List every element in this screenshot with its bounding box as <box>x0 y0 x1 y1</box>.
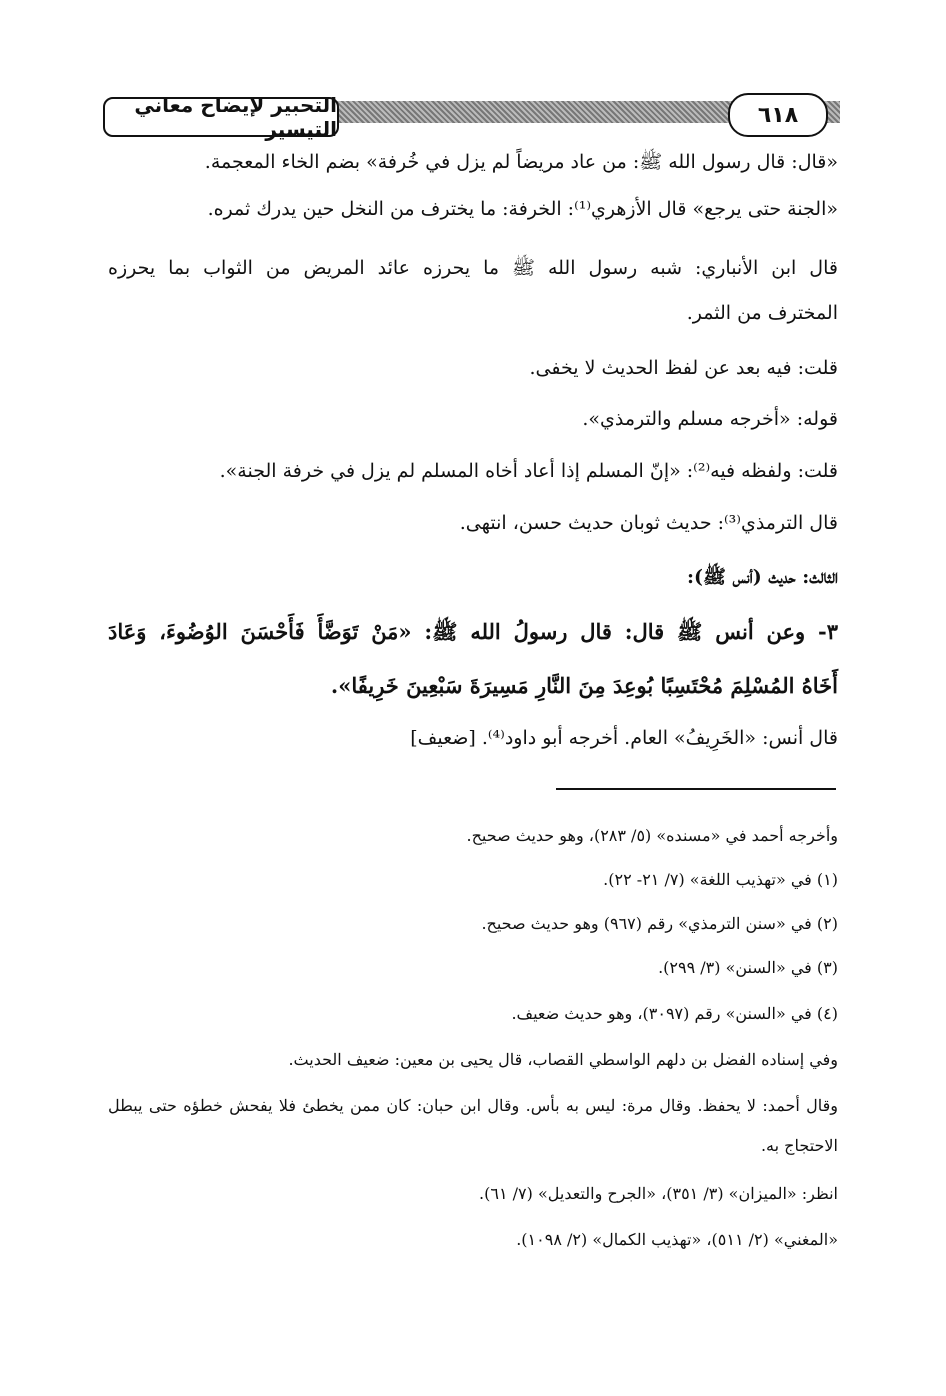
footnote-line: وفي إسناده الفضل بن دلهم الواسطي القصاب، قال يحيى بن معين: ضعيف الحديث. <box>288 1050 838 1069</box>
body-line-6: قوله: «أخرجه مسلم والترمذي». <box>582 408 838 430</box>
footnote-1: (١) في «تهذيب اللغة» (٧/ ٢١- ٢٢). <box>603 870 838 889</box>
body-line-8: قال الترمذي⁽³⁾: حديث ثوبان حديث حسن، انتهى. <box>459 512 838 534</box>
grade-line: قال أنس: «الخَرِيفُ» العام. أخرجه أبو داود⁽⁴⁾. [ضعيف] <box>410 727 838 749</box>
footnote-line: الاحتجاج به. <box>760 1136 838 1155</box>
footnote-divider <box>556 788 836 790</box>
footnote-line: وأخرجه أحمد في «مسنده» (٥/ ٢٨٣)، وهو حديث صحيح. <box>466 826 838 845</box>
footnote-line: «المغني» (٢/ ٥١١)، «تهذيب الكمال» (٢/ ١٠٩٨). <box>516 1230 838 1249</box>
body-line-5: قلت: فيه بعد عن لفظ الحديث لا يخفى. <box>529 357 838 379</box>
body-line-4: المخترف من الثمر. <box>686 302 838 324</box>
footnote-line: وقال أحمد: لا يحفظ. وقال مرة: ليس به بأس. وقال ابن حبان: كان ممن يخطئ فلا يفحش خطؤه حتى يبطل <box>108 1096 838 1115</box>
footnote-3: (٣) في «السنن» (٣/ ٢٩٩). <box>658 958 838 977</box>
footnote-2: (٢) في «سنن الترمذي» رقم (٩٦٧) وهو حديث صحيح. <box>481 914 838 933</box>
running-title: التحبير لإيضاح معاني التيسير <box>103 97 339 137</box>
hadith-line-2: أَخَاهُ المُسْلِمَ مُحْتَسِبًا بُوعِدَ مِنَ النَّارِ مَسِيرَةَ سَبْعِينَ خَرِيفًا». <box>330 673 838 698</box>
body-line-2: «الجنة حتى يرجع» قال الأزهري⁽¹⁾: الخرفة: ما يخترف من النخل حين يدرك ثمره. <box>207 198 838 220</box>
body-line-1: «قال: قال رسول الله ﷺ: من عاد مريضاً لم يزل في خُرفة» بضم الخاء المعجمة. <box>204 151 838 173</box>
page-number: ٦١٨ <box>728 93 828 137</box>
body-line-7: قلت: ولفظه فيه⁽²⁾: «إنّ المسلم إذا أعاد أخاه المسلم لم يزل في خرفة الجنة». <box>219 460 838 482</box>
footnote-4: (٤) في «السنن» رقم (٣٠٩٧)، وهو حديث ضعيف. <box>511 1004 838 1023</box>
footnote-line: انظر: «الميزان» (٣/ ٣٥١)، «الجرح والتعديل» (٧/ ٦١). <box>479 1184 838 1203</box>
hadith-line-1: ٣- وعن أنس ﷺ قال: قال رسولُ الله ﷺ: «مَنْ تَوَضَّأَ فَأَحْسَنَ الوُضُوءَ، وَعَادَ <box>108 619 838 644</box>
section-heading: الثالث: حديث (أنس ﷺ): <box>687 566 838 588</box>
body-line-3: قال ابن الأنباري: شبه رسول الله ﷺ ما يحرزه عائد المريض من الثواب بما يحرزه <box>108 257 838 279</box>
